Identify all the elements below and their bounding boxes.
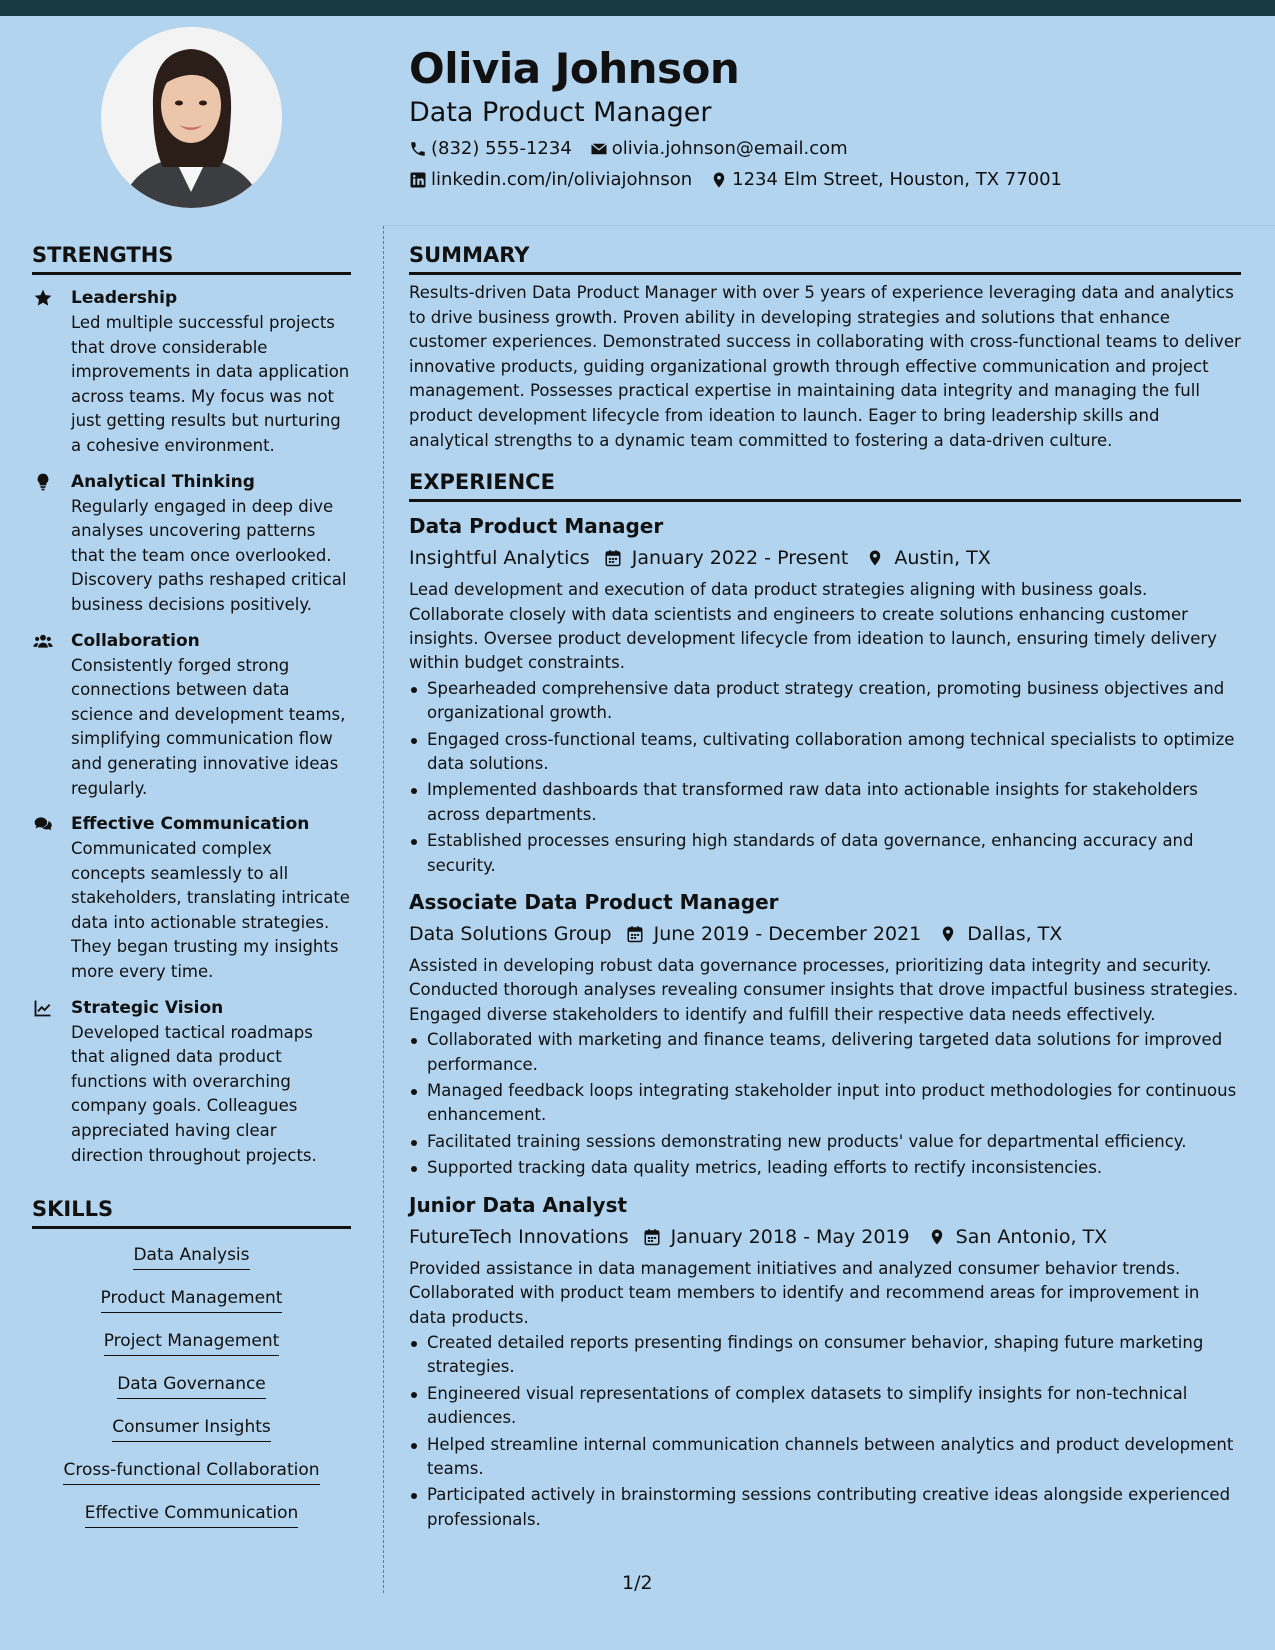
- linkedin-text: linkedin.com/in/oliviajohnson: [431, 169, 693, 190]
- job-entry: [409, 1191, 1241, 1532]
- job-dates: June 2019 - December 2021: [653, 923, 922, 946]
- phone-text: (832) 555-1234: [431, 138, 572, 159]
- calendar-icon: [643, 1228, 661, 1246]
- job-title: Junior Data Analyst: [409, 1192, 628, 1217]
- email-contact[interactable]: [590, 137, 848, 161]
- job-location: Dallas, TX: [967, 923, 1063, 946]
- strength-item: [32, 469, 351, 618]
- contact-row-1: [409, 137, 1249, 161]
- skills-list: [32, 1243, 351, 1544]
- bullet-item: Created detailed reports presenting findings on consumer behavior, shaping future marketing strategies.: [409, 1331, 1241, 1380]
- page-number: 1/2: [622, 1572, 653, 1594]
- resume-header: [409, 42, 1249, 192]
- bullet-item: Facilitated training sessions demonstrating new products' value for departmental efficiency.: [409, 1130, 1241, 1154]
- strength-title: Effective Communication: [71, 814, 310, 835]
- star-icon: [32, 287, 54, 309]
- job-entry: [409, 888, 1241, 1181]
- strengths-heading: STRENGTHS: [32, 240, 351, 275]
- job-meta: [409, 544, 1241, 572]
- bullet-item: Engineered visual representations of complex datasets to simplify insights for non-technical audiences.: [409, 1382, 1241, 1431]
- bullet-item: Engaged cross-functional teams, cultivating collaboration among technical specialists to optimize data solutions.: [409, 728, 1241, 777]
- bullet-item: Established processes ensuring high standards of data governance, enhancing accuracy and security.: [409, 829, 1241, 878]
- job-bullets: [409, 677, 1241, 878]
- address-text: 1234 Elm Street, Houston, TX 77001: [732, 169, 1063, 190]
- summary-heading: SUMMARY: [409, 240, 1241, 275]
- map-marker-icon: [939, 925, 957, 943]
- strength-item: [32, 811, 351, 985]
- strength-item: [32, 628, 351, 802]
- job-desc: Assisted in developing robust data governance processes, prioritizing data integrity and security. Conducted thorough analyses revealing consumer insights that drove impactful business strategies. Engaged diverse stakeholders to identify and fulfill their respective data needs effectively.: [409, 956, 1239, 1024]
- linkedin-contact[interactable]: [409, 168, 692, 192]
- job-company: Insightful Analytics: [409, 547, 590, 570]
- job-location: San Antonio, TX: [955, 1225, 1108, 1248]
- address-contact: [710, 168, 1062, 192]
- top-bar: [0, 0, 1275, 16]
- job-title: Data Product Manager: [409, 514, 664, 539]
- strength-desc: Led multiple successful projects that drove considerable improvements in data application across teams. My focus was not just getting results but nurturing a cohesive environment.: [71, 313, 350, 455]
- summary-text: Results-driven Data Product Manager with over 5 years of experience leveraging data and analytics to drive business growth. Proven ability in developing strategies and solutions that enhance customer experiences. Demonstrated success in collaborating with cross-functional teams to deliver innovative products, guiding organizational growth through effective communication and project management. Possesses practical expertise in maintaining data integrity and managing the full product development lifecycle from ideation to launch. Eager to bring leadership skills and analytical strengths to a dynamic team committed to fostering a data-driven culture.: [409, 283, 1241, 450]
- job-dates: January 2022 - Present: [631, 547, 849, 570]
- lightbulb-icon: [32, 471, 54, 493]
- bullet-item: Implemented dashboards that transformed raw data into actionable insights for stakeholders across departments.: [409, 778, 1241, 827]
- strength-item: [32, 285, 351, 459]
- calendar-icon: [604, 549, 622, 567]
- strength-desc: Developed tactical roadmaps that aligned data product functions with overarching company goals. Colleagues appreciated having clear direction throughout projects.: [71, 1022, 317, 1165]
- strength-title: Leadership: [71, 288, 178, 308]
- right-column: [409, 240, 1241, 1534]
- left-column: [32, 240, 351, 1544]
- strength-desc: Communicated complex concepts seamlessly to all stakeholders, translating intricate data into actionable strategies. They began trusting my insights more every time.: [71, 839, 350, 982]
- map-marker-icon: [866, 549, 884, 567]
- linkedin-icon: [409, 171, 427, 189]
- skill-tag: Consumer Insights: [112, 1415, 271, 1442]
- skills-heading: SKILLS: [32, 1194, 351, 1229]
- job-company: FutureTech Innovations: [409, 1225, 629, 1248]
- bullet-item: Collaborated with marketing and finance teams, delivering targeted data solutions for improved performance.: [409, 1028, 1241, 1077]
- skill-tag: Product Management: [101, 1286, 283, 1313]
- job-company: Data Solutions Group: [409, 923, 612, 946]
- comments-icon: [32, 813, 54, 835]
- job-title: Associate Data Product Manager: [409, 890, 779, 915]
- bullet-item: Spearheaded comprehensive data product strategy creation, promoting business objectives and organizational growth.: [409, 677, 1241, 726]
- skill-tag: Data Analysis: [133, 1243, 249, 1270]
- profile-photo: [101, 27, 282, 208]
- strength-title: Analytical Thinking: [71, 471, 255, 492]
- strength-title: Collaboration: [71, 630, 200, 651]
- job-desc: Provided assistance in data management initiatives and analyzed consumer behavior trends. Collaborated with product team members to identify and recommend areas for improvement in data products.: [409, 1258, 1200, 1327]
- map-marker-icon: [928, 1228, 946, 1246]
- experience-heading: EXPERIENCE: [409, 467, 1241, 502]
- chart-line-icon: [32, 997, 54, 1019]
- job-desc: Lead development and execution of data product strategies aligning with business goals. Collaborate closely with data scientists and engineers to create solutions enhancing customer insights. Oversee product development lifecycle from ideation to launch, ensuring timely delivery within budget constraints.: [409, 580, 1217, 673]
- bullet-item: Supported tracking data quality metrics, leading efforts to rectify inconsistencies.: [409, 1156, 1241, 1180]
- strength-item: [32, 995, 351, 1169]
- job-bullets: [409, 1331, 1241, 1532]
- header-divider: [383, 225, 1275, 226]
- bullet-item: Managed feedback loops integrating stakeholder input into product methodologies for continuous enhancement.: [409, 1079, 1241, 1128]
- bullet-item: Helped streamline internal communication channels between analytics and product development teams.: [409, 1433, 1241, 1482]
- email-text: olivia.johnson@email.com: [611, 138, 848, 159]
- contact-row-2: [409, 168, 1249, 192]
- job-meta: [409, 920, 1241, 948]
- candidate-name: Olivia Johnson: [409, 44, 740, 93]
- job-entry: [409, 512, 1241, 878]
- skill-tag: Project Management: [104, 1329, 280, 1356]
- column-divider: [383, 226, 384, 1593]
- skill-tag: Effective Communication: [85, 1501, 299, 1528]
- candidate-title: Data Product Manager: [409, 97, 712, 128]
- strength-title: Strategic Vision: [71, 997, 224, 1018]
- map-marker-icon: [710, 171, 728, 189]
- strength-desc: Consistently forged strong connections between data science and development teams, simplifying communication flow and generating innovative ideas regularly.: [71, 655, 346, 798]
- job-meta: [409, 1223, 1241, 1251]
- phone-contact[interactable]: [409, 137, 572, 161]
- job-location: Austin, TX: [894, 547, 991, 570]
- envelope-icon: [590, 140, 608, 158]
- job-bullets: [409, 1028, 1241, 1180]
- skill-tag: Cross-functional Collaboration: [63, 1458, 319, 1485]
- calendar-icon: [626, 925, 644, 943]
- bullet-item: Participated actively in brainstorming sessions contributing creative ideas alongside experienced professionals.: [409, 1483, 1241, 1532]
- skill-tag: Data Governance: [117, 1372, 266, 1399]
- job-dates: January 2018 - May 2019: [670, 1225, 910, 1248]
- users-icon: [32, 630, 54, 652]
- phone-icon: [409, 140, 427, 158]
- strength-desc: Regularly engaged in deep dive analyses uncovering patterns that the team once overlooked. Discovery paths reshaped critical business decisions positively.: [71, 496, 347, 614]
